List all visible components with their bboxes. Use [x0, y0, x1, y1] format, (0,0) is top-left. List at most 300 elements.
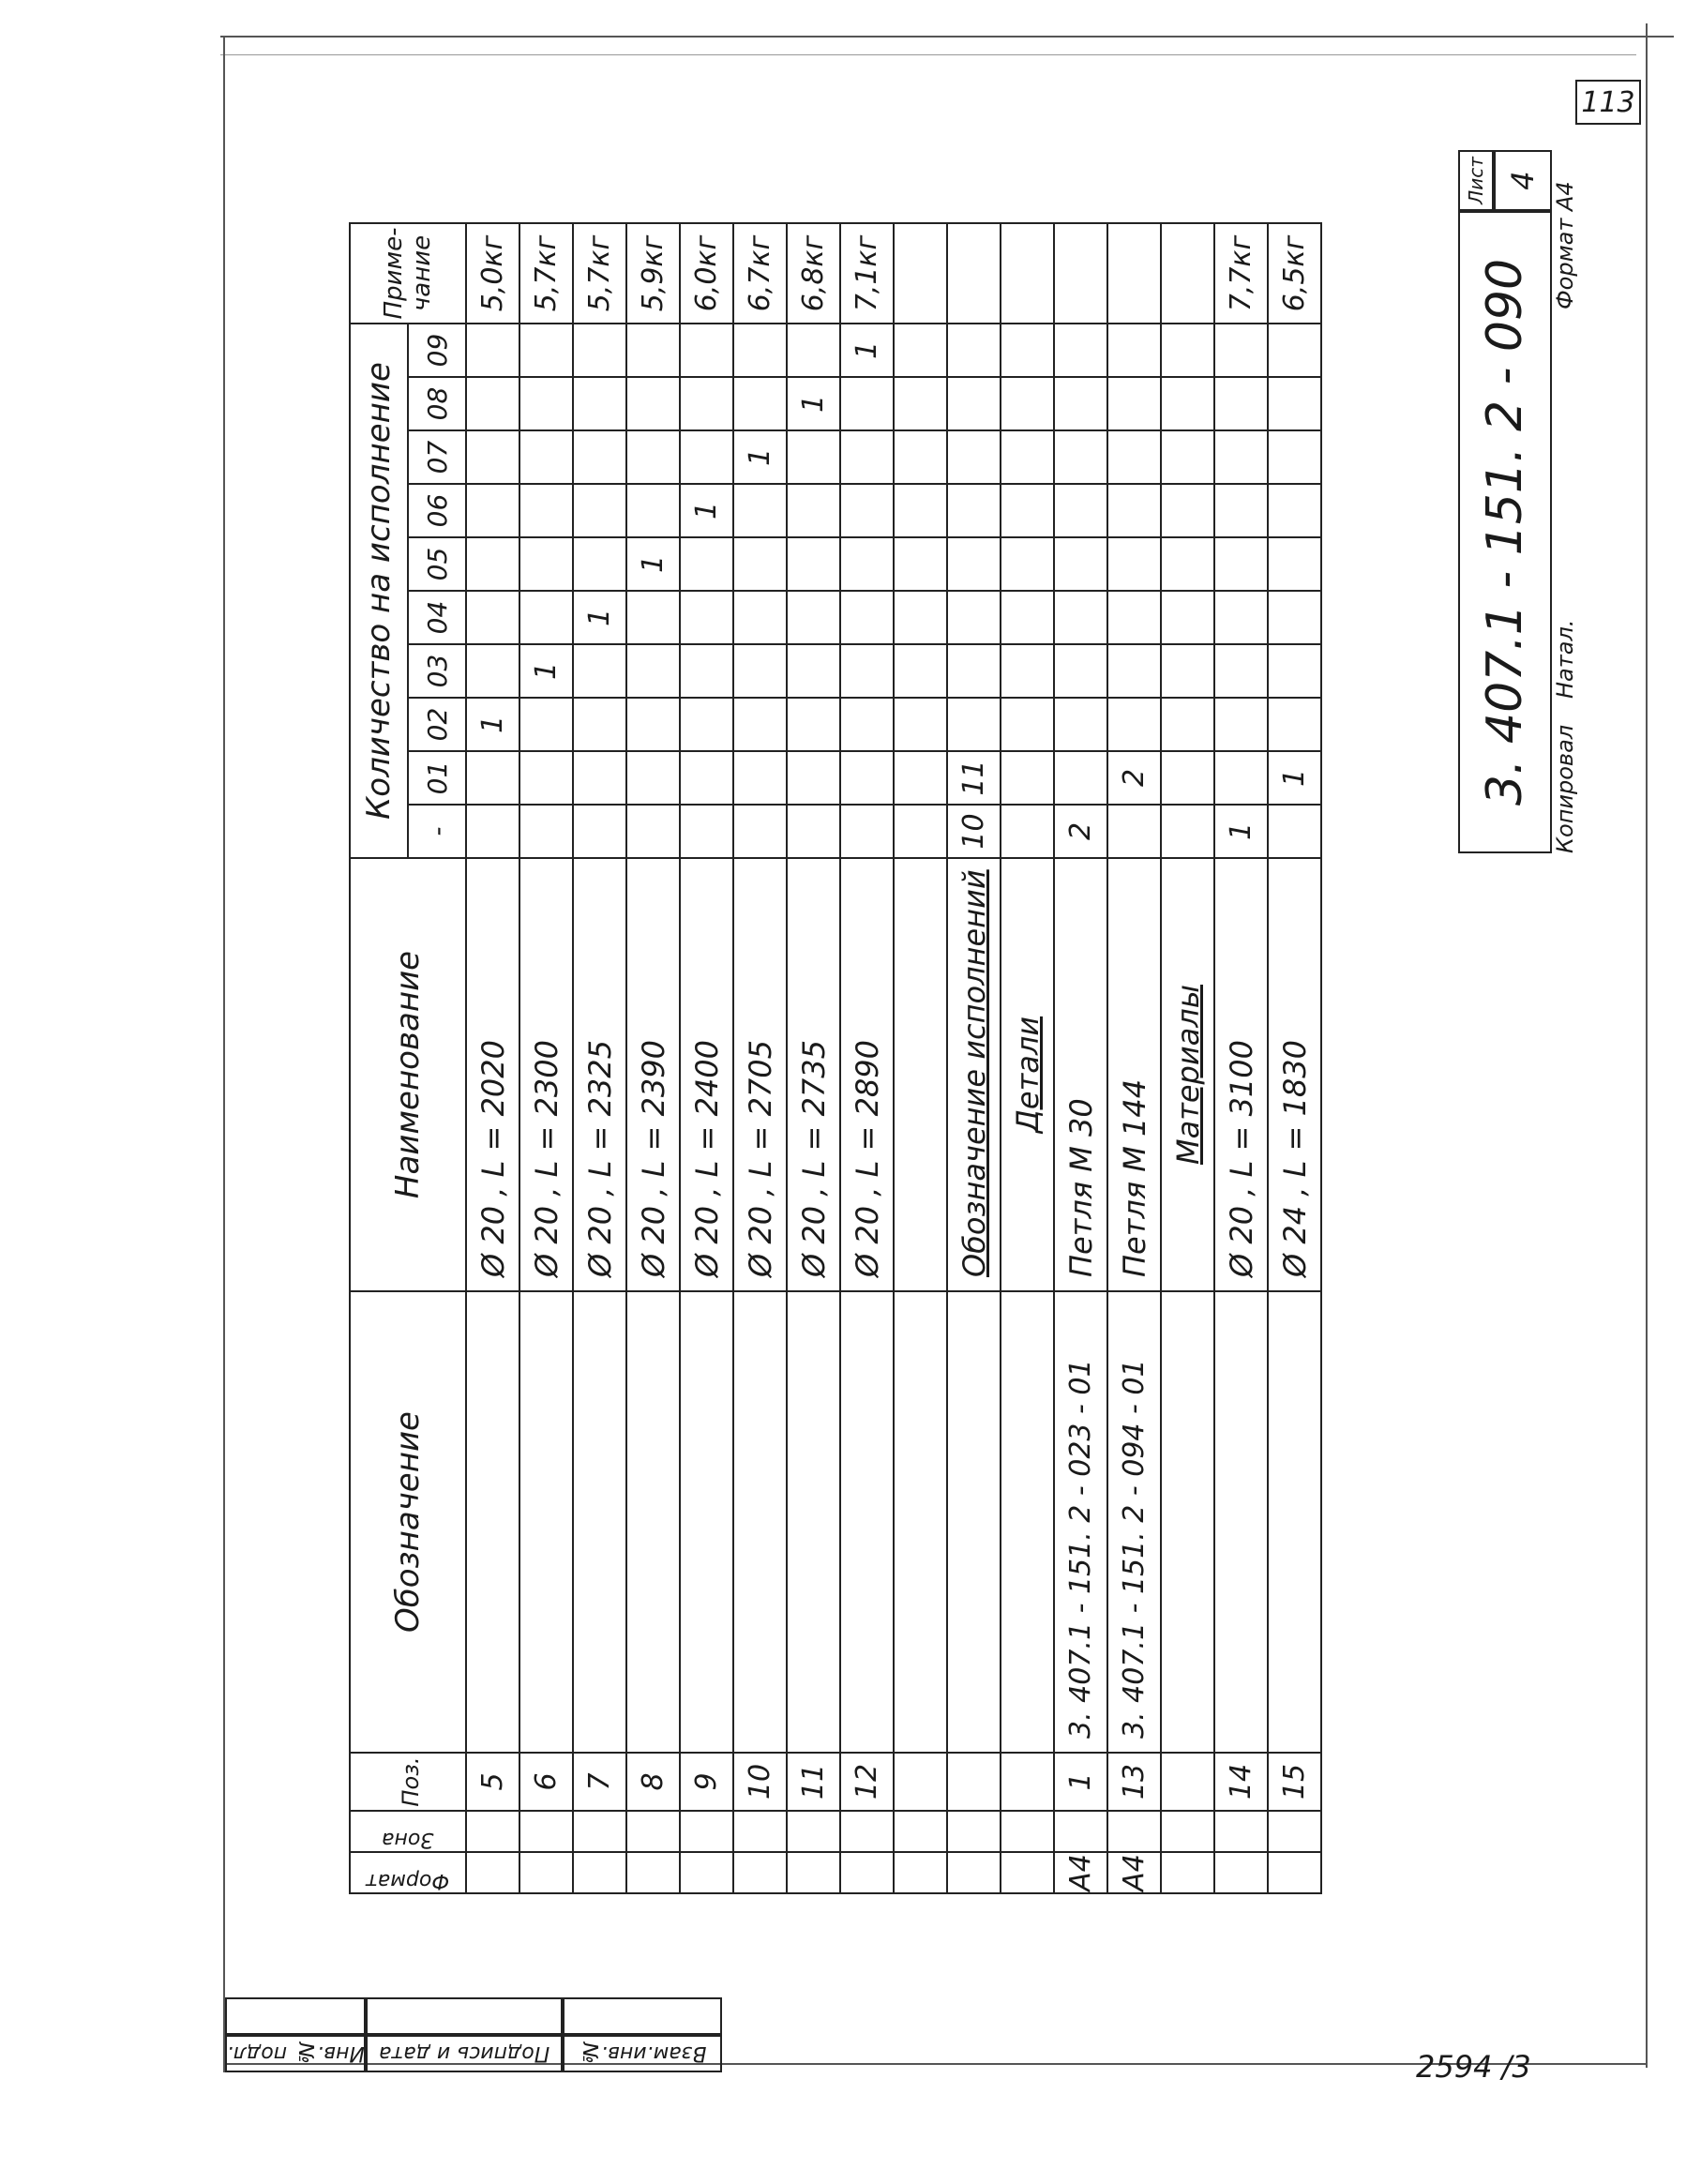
format-cell: [573, 1852, 626, 1893]
qty-cell-5: [466, 537, 519, 591]
qty-cell-8: [1054, 377, 1107, 430]
specification-table: [349, 222, 1322, 1894]
qty-cell-9: [466, 324, 519, 377]
qty-cell-2: [680, 698, 733, 751]
qty-cell-1: [894, 751, 947, 805]
format-cell: [947, 1852, 1001, 1893]
variant-header-1: 01: [408, 751, 466, 805]
note-cell: 5,0кг: [466, 223, 519, 324]
zone-cell: [733, 1811, 787, 1852]
qty-cell-2: 1: [466, 698, 519, 751]
designation-header: [350, 1291, 466, 1753]
qty-cell-2: [1161, 698, 1214, 751]
qty-cell-0: [1001, 805, 1054, 858]
qty-cell-4: [1054, 591, 1107, 644]
qty-cell-3: [1001, 644, 1054, 698]
qty-cell-1: [1054, 751, 1107, 805]
qty-cell-8: [840, 377, 894, 430]
qty-cell-4: [894, 591, 947, 644]
name-cell: Ø 20 , L = 2735: [787, 858, 840, 1291]
qty-cell-7: [787, 430, 840, 484]
top-frame-line: [220, 54, 1636, 55]
qty-cell-6: [1214, 484, 1268, 537]
table-row: [1001, 223, 1054, 1893]
zone-header-text: Зона: [382, 1828, 434, 1851]
qty-cell-6: [466, 484, 519, 537]
variant-header-8: 08: [408, 377, 466, 430]
qty-cell-6: [1001, 484, 1054, 537]
qty-cell-9: [1054, 324, 1107, 377]
qty-cell-1: 1: [1268, 751, 1321, 805]
qty-cell-2: [840, 698, 894, 751]
qty-cell-1: [626, 751, 680, 805]
variant-header-5: 05: [408, 537, 466, 591]
qty-cell-3: [1268, 644, 1321, 698]
pos-cell: [1001, 1753, 1054, 1811]
qty-cell-4: [680, 591, 733, 644]
qty-cell-1: [1214, 751, 1268, 805]
qty-cell-2: [1107, 698, 1161, 751]
format-label: Формат А4: [1552, 181, 1578, 309]
table-row: [947, 223, 1001, 1893]
qty-cell-5: [947, 537, 1001, 591]
qty-cell-6: [1107, 484, 1161, 537]
qty-cell-9: [519, 324, 573, 377]
designation-cell: [733, 1291, 787, 1753]
variant-header-4: 04: [408, 591, 466, 644]
designation-cell: [894, 1291, 947, 1753]
qty-cell-9: [1107, 324, 1161, 377]
qty-cell-4: [787, 591, 840, 644]
zone-cell: [680, 1811, 733, 1852]
qty-cell-8: [947, 377, 1001, 430]
qty-cell-7: [840, 430, 894, 484]
title-block: [1458, 150, 1578, 853]
designation-cell: [840, 1291, 894, 1753]
qty-cell-6: [519, 484, 573, 537]
qty-cell-7: [947, 430, 1001, 484]
pos-header-text: Поз.: [398, 1756, 424, 1807]
qty-cell-6: [947, 484, 1001, 537]
qty-cell-2: [519, 698, 573, 751]
qty-cell-2: [1001, 698, 1054, 751]
inv-no-value-cell: [225, 1997, 366, 2035]
replaces-inv-cell: [563, 2035, 722, 2072]
table-row: [466, 223, 519, 1893]
qty-cell-5: [680, 537, 733, 591]
name-header-text: Наименование: [389, 950, 427, 1199]
format-cell: [1161, 1852, 1214, 1893]
qty-cell-8: [573, 377, 626, 430]
qty-cell-4: [733, 591, 787, 644]
note-cell: 5,7кг: [519, 223, 573, 324]
corner-number: 113: [1581, 85, 1635, 119]
pos-cell: 12: [840, 1753, 894, 1811]
note-cell: [1107, 223, 1161, 324]
qty-cell-0: [733, 805, 787, 858]
zone-cell: [787, 1811, 840, 1852]
qty-cell-0: [626, 805, 680, 858]
zone-header: [350, 1811, 466, 1852]
pos-cell: 8: [626, 1753, 680, 1811]
qty-cell-0: 2: [1054, 805, 1107, 858]
table-row: [733, 223, 787, 1893]
note-cell: 6,0кг: [680, 223, 733, 324]
pos-cell: 9: [680, 1753, 733, 1811]
zone-cell: [1107, 1811, 1161, 1852]
pos-cell: 1: [1054, 1753, 1107, 1811]
table-row: [1268, 223, 1321, 1893]
designation-cell: [1268, 1291, 1321, 1753]
format-cell: [894, 1852, 947, 1893]
qty-cell-8: [1107, 377, 1161, 430]
variant-header-7: 07: [408, 430, 466, 484]
qty-cell-9: [1161, 324, 1214, 377]
format-cell: [466, 1852, 519, 1893]
document-code: 3. 407.1 - 151. 2 - 090: [1477, 258, 1533, 806]
format-cell: [1214, 1852, 1268, 1893]
qty-cell-4: [840, 591, 894, 644]
specification-body: [466, 223, 1321, 1893]
sheet-label: Лист: [1465, 157, 1487, 204]
qty-cell-3: [466, 644, 519, 698]
top-border-line: [220, 36, 1674, 38]
qty-cell-2: [894, 698, 947, 751]
zone-cell: [1161, 1811, 1214, 1852]
qty-cell-6: [1161, 484, 1214, 537]
designation-cell: [573, 1291, 626, 1753]
note-cell: 6,7кг: [733, 223, 787, 324]
qty-cell-8: [519, 377, 573, 430]
format-cell: [1001, 1852, 1054, 1893]
qty-cell-5: [894, 537, 947, 591]
qty-cell-3: [840, 644, 894, 698]
format-cell: [626, 1852, 680, 1893]
qty-cell-7: [626, 430, 680, 484]
name-cell: Детали: [1001, 858, 1054, 1291]
qty-cell-8: [894, 377, 947, 430]
qty-cell-1: [787, 751, 840, 805]
sign-date-label: Подпись и дата: [378, 2041, 550, 2066]
qty-cell-2: [573, 698, 626, 751]
table-row: [573, 223, 626, 1893]
note-cell: 7,1кг: [840, 223, 894, 324]
note-cell: 7,7кг: [1214, 223, 1268, 324]
qty-cell-7: [1107, 430, 1161, 484]
replaces-inv-value-cell: [563, 1997, 722, 2035]
format-header-text: Формат: [366, 1869, 450, 1892]
designation-cell: [1214, 1291, 1268, 1753]
format-cell: [787, 1852, 840, 1893]
qty-cell-1: [519, 751, 573, 805]
format-header: [350, 1852, 466, 1893]
qty-header: [350, 324, 408, 858]
copied-by: Натал.: [1552, 619, 1578, 699]
sign-date-value-cell: [366, 1997, 563, 2035]
qty-cell-0: [573, 805, 626, 858]
qty-cell-9: [1268, 324, 1321, 377]
name-cell: Петля М 144: [1107, 858, 1161, 1291]
bottom-note: 2594 /3: [1416, 2049, 1531, 2085]
qty-cell-4: [1107, 591, 1161, 644]
table-row: [1107, 223, 1161, 1893]
name-cell: Ø 20 , L = 2890: [840, 858, 894, 1291]
qty-cell-5: [1268, 537, 1321, 591]
qty-cell-9: [1001, 324, 1054, 377]
designation-cell: 3. 407.1 - 151. 2 - 094 - 01: [1107, 1291, 1161, 1753]
format-cell: А4: [1054, 1852, 1107, 1893]
qty-cell-7: [1268, 430, 1321, 484]
qty-cell-0: [466, 805, 519, 858]
qty-cell-7: [680, 430, 733, 484]
qty-cell-6: [787, 484, 840, 537]
qty-cell-3: [573, 644, 626, 698]
qty-cell-8: [680, 377, 733, 430]
qty-cell-1: [680, 751, 733, 805]
qty-cell-4: 1: [573, 591, 626, 644]
zone-cell: [1001, 1811, 1054, 1852]
name-cell: Ø 20 , L = 2020: [466, 858, 519, 1291]
name-cell: Ø 24 , L = 1830: [1268, 858, 1321, 1291]
pos-header: [350, 1753, 466, 1811]
designation-cell: [466, 1291, 519, 1753]
qty-cell-4: [626, 591, 680, 644]
qty-cell-1: [733, 751, 787, 805]
qty-cell-1: [466, 751, 519, 805]
pos-cell: 13: [1107, 1753, 1161, 1811]
qty-cell-9: [680, 324, 733, 377]
designation-header-text: Обозначение: [389, 1411, 427, 1633]
name-cell: Материалы: [1161, 858, 1214, 1291]
qty-cell-9: [626, 324, 680, 377]
inv-no-label: Инв.№ подл.: [226, 2041, 365, 2066]
pos-cell: 15: [1268, 1753, 1321, 1811]
note-cell: 5,7кг: [573, 223, 626, 324]
qty-cell-7: [1161, 430, 1214, 484]
right-frame-line: [1646, 23, 1648, 2068]
qty-cell-3: [787, 644, 840, 698]
note-cell: 6,5кг: [1268, 223, 1321, 324]
qty-cell-8: [1001, 377, 1054, 430]
qty-cell-9: [947, 324, 1001, 377]
zone-cell: [466, 1811, 519, 1852]
qty-cell-5: [1054, 537, 1107, 591]
qty-cell-9: 1: [840, 324, 894, 377]
variant-header-2: 02: [408, 698, 466, 751]
qty-cell-9: [787, 324, 840, 377]
pos-cell: [1161, 1753, 1214, 1811]
table-row: [1214, 223, 1268, 1893]
designation-cell: [519, 1291, 573, 1753]
table-row: [787, 223, 840, 1893]
qty-cell-6: 1: [680, 484, 733, 537]
name-cell: Обозначение исполнений: [947, 858, 1001, 1291]
qty-cell-0: 1: [1214, 805, 1268, 858]
qty-cell-7: [573, 430, 626, 484]
qty-cell-6: [840, 484, 894, 537]
qty-cell-9: [733, 324, 787, 377]
name-header: [350, 858, 466, 1291]
pos-cell: 6: [519, 1753, 573, 1811]
qty-cell-4: [947, 591, 1001, 644]
qty-cell-0: [840, 805, 894, 858]
qty-cell-5: [1214, 537, 1268, 591]
variant-header-9: 09: [408, 324, 466, 377]
qty-cell-8: [733, 377, 787, 430]
name-cell: Ø 20 , L = 3100: [1214, 858, 1268, 1291]
note-cell: [1001, 223, 1054, 324]
note-header-text: Приме-чание: [380, 227, 436, 320]
table-row: [894, 223, 947, 1893]
qty-cell-3: [626, 644, 680, 698]
name-cell: Ø 20 , L = 2400: [680, 858, 733, 1291]
name-cell: Ø 20 , L = 2300: [519, 858, 573, 1291]
zone-cell: [947, 1811, 1001, 1852]
qty-cell-0: [680, 805, 733, 858]
variant-header-3: 03: [408, 644, 466, 698]
table-row: [1161, 223, 1214, 1893]
qty-cell-8: [1214, 377, 1268, 430]
qty-cell-3: [1107, 644, 1161, 698]
qty-cell-6: [573, 484, 626, 537]
sign-date-cell: [366, 2035, 563, 2072]
qty-cell-4: [1268, 591, 1321, 644]
qty-cell-2: [1214, 698, 1268, 751]
qty-cell-3: [733, 644, 787, 698]
qty-cell-0: [787, 805, 840, 858]
qty-cell-8: [1268, 377, 1321, 430]
qty-cell-2: [947, 698, 1001, 751]
table-row: [626, 223, 680, 1893]
qty-cell-4: [519, 591, 573, 644]
zone-cell: [573, 1811, 626, 1852]
qty-cell-6: [626, 484, 680, 537]
qty-cell-6: [1268, 484, 1321, 537]
zone-cell: [519, 1811, 573, 1852]
sheet-number: 4: [1505, 171, 1541, 190]
pos-cell: 11: [787, 1753, 840, 1811]
pos-cell: 10: [733, 1753, 787, 1811]
qty-cell-0: [1161, 805, 1214, 858]
name-cell: Ø 20 , L = 2325: [573, 858, 626, 1291]
qty-cell-3: 1: [519, 644, 573, 698]
name-cell: Ø 20 , L = 2705: [733, 858, 787, 1291]
qty-cell-4: [1161, 591, 1214, 644]
qty-cell-1: 11: [947, 751, 1001, 805]
table-row: [1054, 223, 1107, 1893]
name-cell: [894, 858, 947, 1291]
qty-cell-7: 1: [733, 430, 787, 484]
qty-cell-4: [1214, 591, 1268, 644]
pos-cell: [947, 1753, 1001, 1811]
qty-cell-7: [519, 430, 573, 484]
qty-cell-4: [466, 591, 519, 644]
designation-cell: [626, 1291, 680, 1753]
qty-cell-6: [894, 484, 947, 537]
qty-cell-1: 2: [1107, 751, 1161, 805]
pos-cell: 7: [573, 1753, 626, 1811]
qty-cell-6: [733, 484, 787, 537]
qty-cell-1: [573, 751, 626, 805]
qty-cell-5: [1107, 537, 1161, 591]
qty-cell-2: [1268, 698, 1321, 751]
corner-number-box: [1575, 80, 1641, 125]
zone-cell: [626, 1811, 680, 1852]
qty-cell-2: [733, 698, 787, 751]
qty-cell-3: [680, 644, 733, 698]
qty-header-text: Количество на исполнение: [360, 362, 398, 820]
qty-cell-5: [787, 537, 840, 591]
qty-cell-7: [1214, 430, 1268, 484]
variant-header-6: 06: [408, 484, 466, 537]
format-cell: [680, 1852, 733, 1893]
qty-cell-4: [1001, 591, 1054, 644]
qty-cell-1: [840, 751, 894, 805]
replaces-inv-label: Взам.инв.№: [578, 2041, 707, 2066]
table-row: [680, 223, 733, 1893]
qty-cell-0: [1107, 805, 1161, 858]
designation-cell: [680, 1291, 733, 1753]
qty-cell-3: [1054, 644, 1107, 698]
copied-label: Копировал: [1552, 724, 1578, 853]
note-header: [350, 223, 466, 324]
format-cell: [1268, 1852, 1321, 1893]
qty-cell-5: [733, 537, 787, 591]
qty-cell-9: [1214, 324, 1268, 377]
note-cell: [1161, 223, 1214, 324]
zone-cell: [1214, 1811, 1268, 1852]
zone-cell: [894, 1811, 947, 1852]
designation-cell: [1161, 1291, 1214, 1753]
note-cell: 6,8кг: [787, 223, 840, 324]
note-cell: [947, 223, 1001, 324]
qty-cell-2: [626, 698, 680, 751]
qty-cell-3: [1161, 644, 1214, 698]
format-cell: [733, 1852, 787, 1893]
qty-cell-5: [840, 537, 894, 591]
table-row: [840, 223, 894, 1893]
qty-cell-9: [894, 324, 947, 377]
qty-cell-5: [573, 537, 626, 591]
qty-cell-6: [1054, 484, 1107, 537]
designation-cell: 3. 407.1 - 151. 2 - 023 - 01: [1054, 1291, 1107, 1753]
qty-cell-8: [626, 377, 680, 430]
qty-cell-5: 1: [626, 537, 680, 591]
note-cell: [1054, 223, 1107, 324]
pos-cell: 5: [466, 1753, 519, 1811]
note-cell: [894, 223, 947, 324]
qty-cell-2: [1054, 698, 1107, 751]
qty-cell-3: [894, 644, 947, 698]
qty-cell-3: [947, 644, 1001, 698]
qty-cell-7: [894, 430, 947, 484]
variant-header-0: -: [408, 805, 466, 858]
qty-cell-1: [1001, 751, 1054, 805]
pos-cell: 14: [1214, 1753, 1268, 1811]
qty-cell-2: [787, 698, 840, 751]
table-row: [519, 223, 573, 1893]
qty-cell-7: [466, 430, 519, 484]
qty-cell-9: [573, 324, 626, 377]
qty-cell-8: 1: [787, 377, 840, 430]
designation-cell: [1001, 1291, 1054, 1753]
qty-cell-1: [1161, 751, 1214, 805]
qty-cell-8: [466, 377, 519, 430]
specification-sheet: [225, 150, 1585, 2072]
sheet-label-box: [1458, 150, 1494, 211]
qty-cell-7: [1054, 430, 1107, 484]
qty-cell-0: [519, 805, 573, 858]
